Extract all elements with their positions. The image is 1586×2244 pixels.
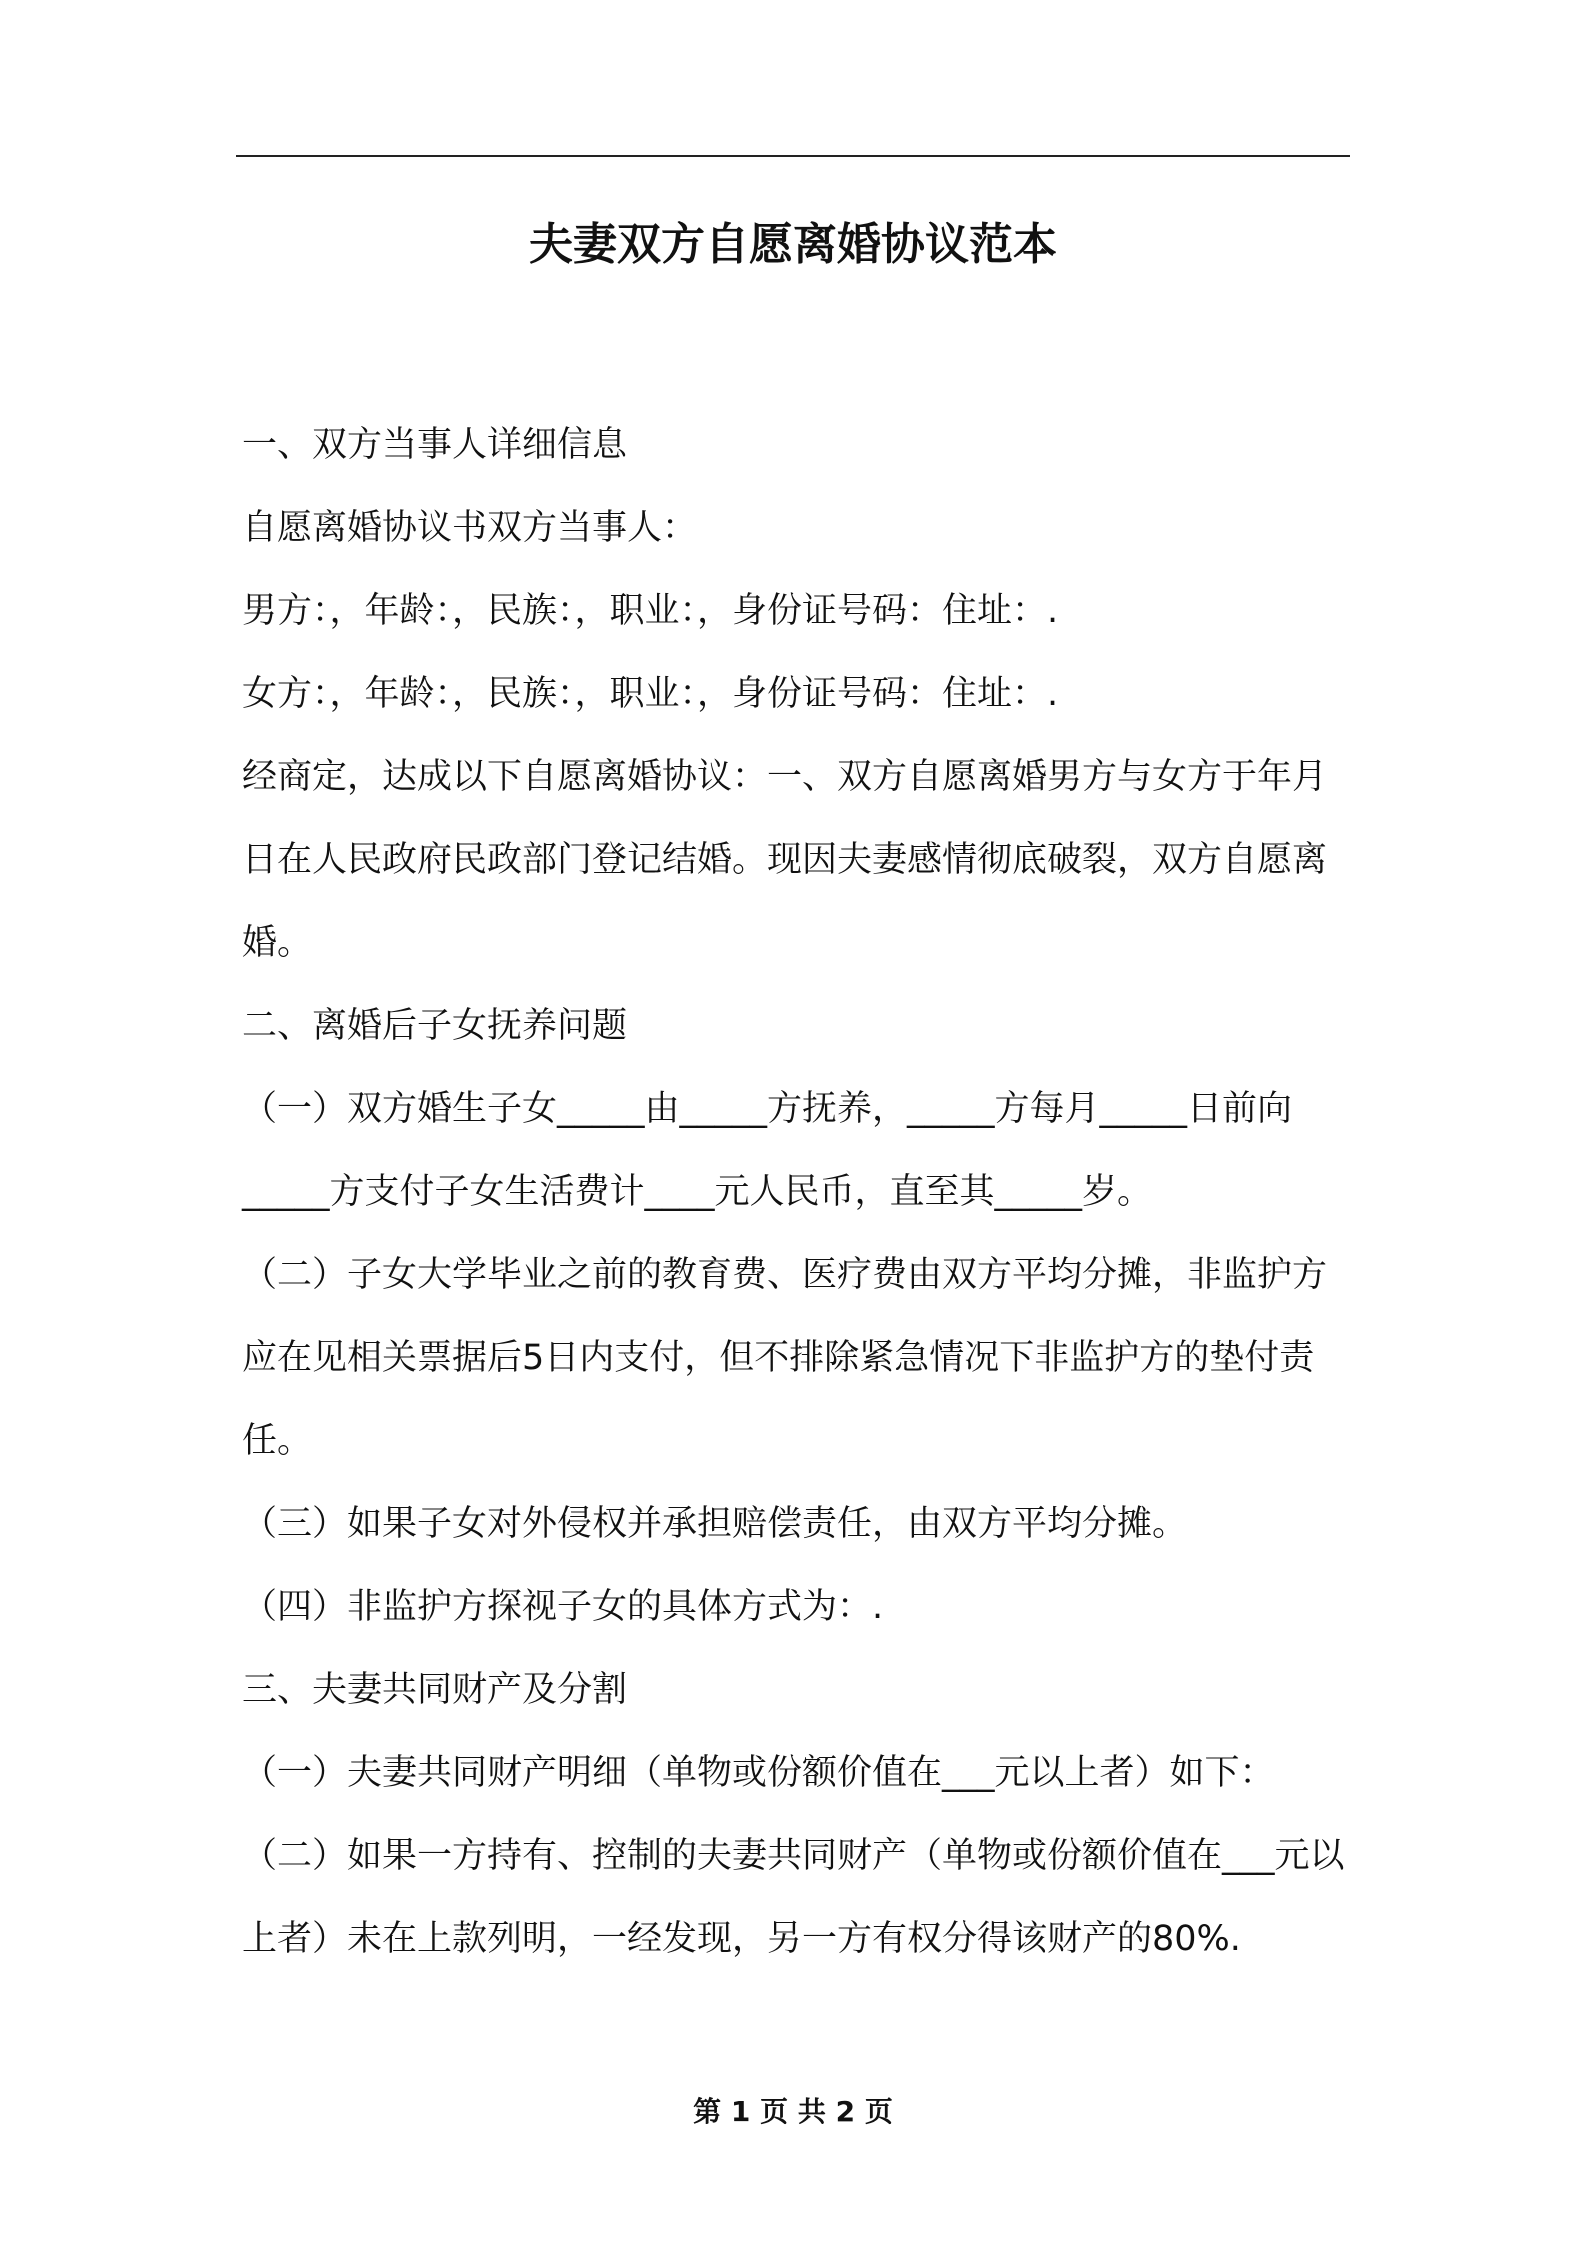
header-rule <box>236 155 1350 157</box>
document-title: 夫妻双方自愿离婚协议范本 <box>529 219 1057 270</box>
hidden-property-clause: （二）如果一方持有、控制的夫妻共同财产（单物或份额价值在___元以上者）未在上款列明，一经发现，另一方有权分得该财产的80%. <box>242 1836 1345 1959</box>
education-clause: （二）子女大学毕业之前的教育费、医疗费由双方平均分摊，非监护方应在见相关票据后5日内支付，但不排除紧急情况下非监护方的垫付责任。 <box>242 1255 1328 1461</box>
section-heading-parties: 一、双方当事人详细信息 <box>242 425 628 465</box>
property-list-clause: （一）夫妻共同财产明细（单物或份额价值在___元以上者）如下： <box>242 1753 1275 1793</box>
section-heading-property: 三、夫妻共同财产及分割 <box>242 1670 628 1710</box>
wife-info: 女方：，年龄：，民族：，职业：，身份证号码：住址：. <box>242 674 1059 714</box>
document-body <box>242 404 1350 1981</box>
section-heading-children: 二、离婚后子女抚养问题 <box>242 1006 628 1046</box>
husband-info: 男方：，年龄：，民族：，职业：，身份证号码：住址：. <box>242 591 1059 631</box>
liability-clause: （三）如果子女对外侵权并承担赔偿责任，由双方平均分摊。 <box>242 1504 1188 1544</box>
visitation-clause: （四）非监护方探视子女的具体方式为：. <box>242 1587 884 1627</box>
parties-intro: 自愿离婚协议书双方当事人： <box>242 508 698 548</box>
page-number-footer: 第 1 页 共 2 页 <box>693 2095 893 2128</box>
agreement-paragraph: 经商定，达成以下自愿离婚协议：一、双方自愿离婚男方与女方于年月日在人民政府民政部门登记结婚。现因夫妻感情彻底破裂，双方自愿离婚。 <box>242 757 1328 963</box>
custody-clause: （一）双方婚生子女_____由_____方抚养，_____方每月_____日前向_____方支付子女生活费计____元人民币，直至其_____岁。 <box>242 1089 1293 1212</box>
